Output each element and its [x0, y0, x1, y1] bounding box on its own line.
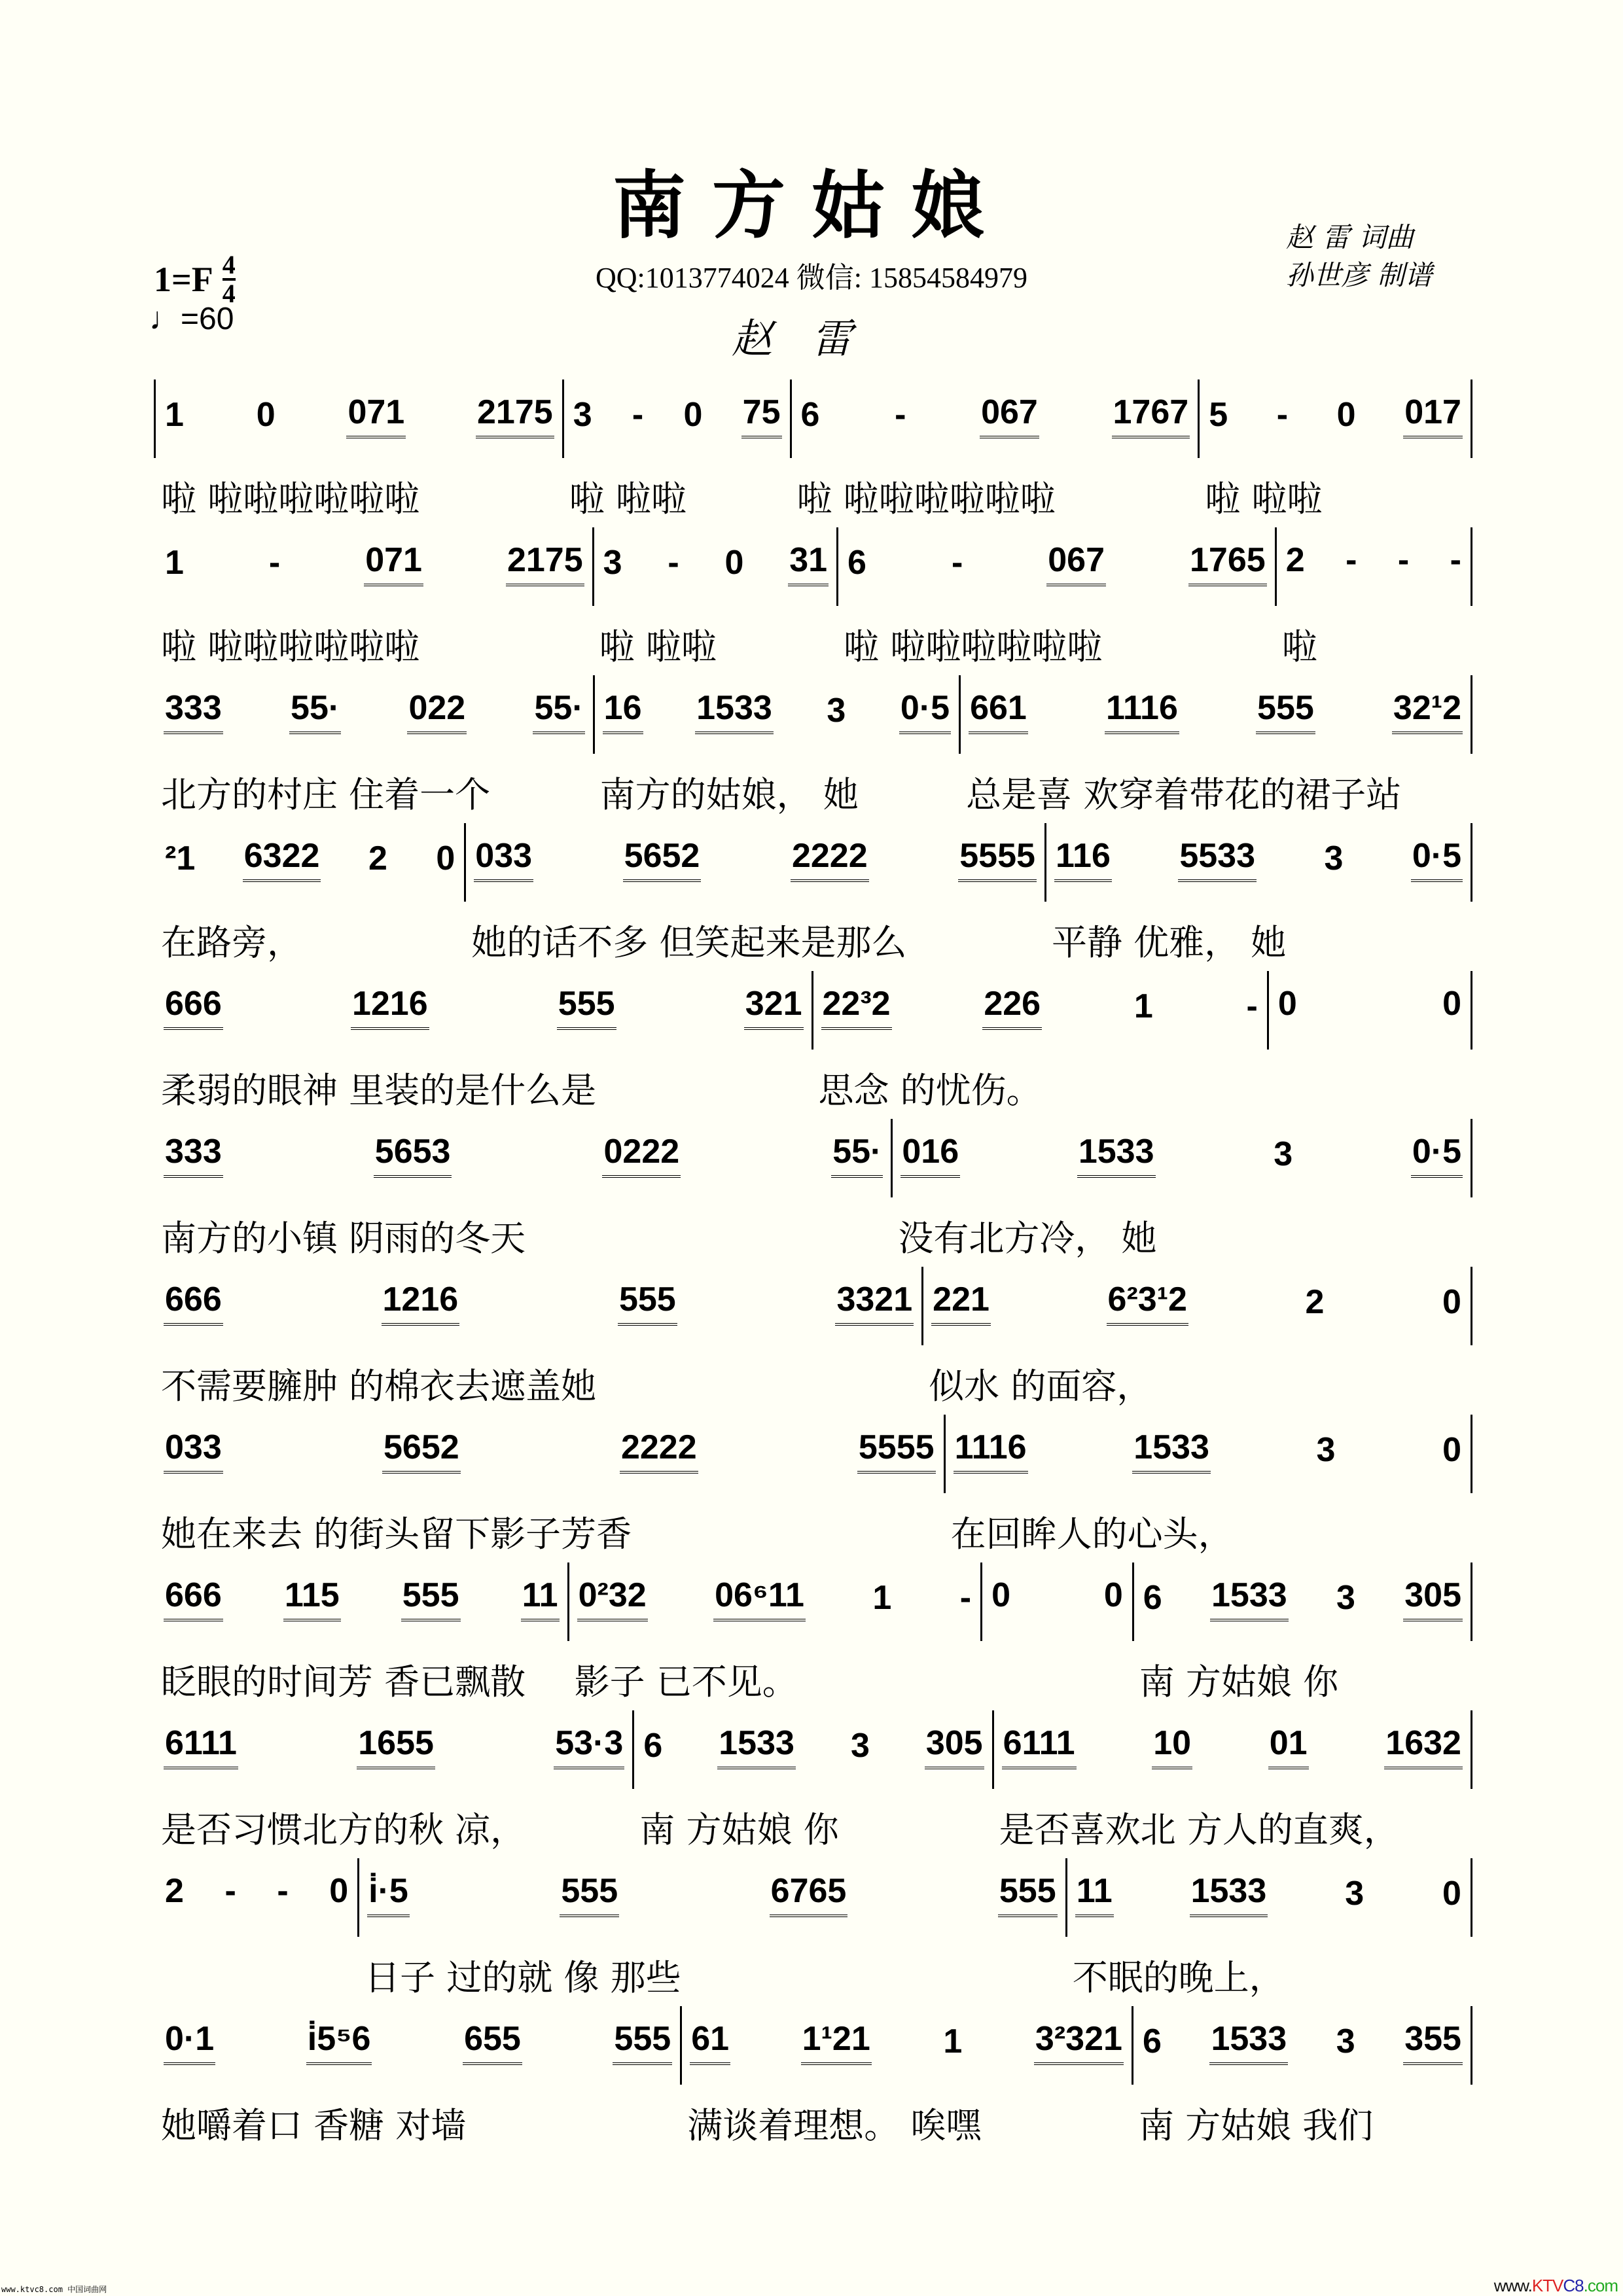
note-group: 0·5: [1411, 1132, 1463, 1178]
watermark-logo: www.KTVC8.com: [1493, 2276, 1618, 2295]
note-group: 067: [1046, 540, 1106, 586]
note-group: 10: [1152, 1723, 1192, 1769]
note-group: 6111: [164, 1723, 238, 1769]
note-group: 2222: [620, 1428, 698, 1474]
measure-lyrics: 是否喜欢北 方人的直爽，: [999, 1809, 1399, 1850]
measure: [593, 675, 959, 815]
note-group: 3: [1274, 1135, 1293, 1173]
note-group: 555: [618, 1280, 677, 1326]
measure: [592, 527, 836, 667]
measure-lyrics: 啦 啦啦: [599, 626, 717, 667]
score: [154, 366, 1472, 2146]
measure-lyrics: 南方的姑娘， 她: [599, 774, 859, 815]
measure-notes: [1075, 1871, 1463, 1917]
measure-notes: [602, 540, 829, 586]
song-title: 南方姑娘: [613, 163, 1010, 249]
note-group: 071: [364, 540, 423, 586]
measure: [1044, 823, 1472, 963]
measure-notes: [821, 984, 1259, 1030]
measure: [154, 675, 593, 815]
note-group: 226: [982, 984, 1042, 1030]
note-group: 666: [164, 1576, 223, 1621]
note-group: 555: [613, 2019, 672, 2065]
note-group: 1: [165, 396, 184, 434]
note-group: 1: [1133, 987, 1153, 1025]
note-group: 3: [1345, 1875, 1364, 1913]
note-group: 5652: [623, 836, 702, 882]
note-group: 305: [925, 1723, 984, 1769]
note-group: 2: [1305, 1283, 1325, 1321]
note-group: 1655: [357, 1723, 435, 1769]
note-group: 0: [1336, 396, 1356, 434]
transcriber-credit: 孙世彦 制谱: [1286, 259, 1433, 291]
note-group: 0: [436, 839, 455, 877]
note-group: 1533: [695, 688, 774, 734]
note-group: 1533: [1077, 1132, 1156, 1178]
score-row: [154, 958, 1472, 1111]
measure-lyrics: 在路旁，: [161, 922, 302, 963]
note-group: 3: [573, 396, 592, 434]
measure-notes: [164, 393, 554, 438]
measure-notes: [164, 1132, 883, 1178]
note-group: 333: [164, 1132, 223, 1178]
note-group: 1116: [1105, 688, 1179, 734]
note-group: -: [224, 1872, 236, 1910]
measure: [812, 971, 1267, 1111]
key-label: 1=F: [154, 260, 213, 299]
score-row: [154, 662, 1472, 815]
note-group: -: [895, 396, 906, 434]
note-group: 2222: [791, 836, 869, 882]
note-group: 3: [1324, 839, 1344, 877]
note-group: 1: [165, 544, 184, 582]
note-group: 1: [872, 1579, 892, 1617]
measure-notes: [846, 540, 1267, 586]
note-group: 6: [643, 1727, 663, 1765]
note-group: 2: [165, 1872, 184, 1910]
measure-notes: [164, 836, 456, 882]
measure-notes: [969, 688, 1463, 734]
measure-notes: [164, 540, 584, 586]
note-group: i̇5⁵6: [306, 2019, 372, 2065]
measure-lyrics: 平静 优雅， 她: [1051, 922, 1287, 963]
measure-lyrics: 南 方姑娘 你: [639, 1809, 839, 1850]
note-group: 5652: [382, 1428, 461, 1474]
note-group: -: [1276, 396, 1289, 434]
measure-notes: [603, 688, 951, 734]
note-group: 6: [1143, 1579, 1162, 1617]
note-group: 0: [256, 396, 276, 434]
measure-notes: [954, 1428, 1463, 1474]
note-group: -: [951, 544, 963, 582]
measure-lyrics: 啦: [1281, 626, 1317, 667]
measure: [154, 527, 592, 667]
note-group: 75: [741, 393, 782, 438]
note-group: 116: [1054, 836, 1112, 882]
note-group: 0: [1442, 985, 1461, 1023]
note-group: 16: [603, 688, 643, 734]
measure-notes: [642, 1723, 984, 1769]
note-group: 0: [683, 396, 703, 434]
note-group: 0: [1277, 985, 1297, 1023]
measure: [154, 1267, 921, 1407]
note-group: -: [959, 1579, 972, 1617]
tempo-marking: ♩=60: [149, 302, 234, 336]
measure-notes: [931, 1280, 1463, 1326]
note-group: 3: [1336, 1579, 1355, 1617]
score-row: [154, 1402, 1472, 1555]
measure-notes: [164, 1871, 349, 1915]
measure: [921, 1267, 1472, 1407]
footer-site: www.ktvc8.com 中国词曲网: [1, 2285, 107, 2294]
measure-notes: [572, 393, 782, 438]
note-group: 2: [1285, 541, 1305, 579]
note-group: 31: [788, 540, 829, 586]
measure-lyrics: 没有北方冷， 她: [898, 1218, 1157, 1259]
note-group: 0: [1442, 1875, 1461, 1913]
note-group: -: [268, 544, 281, 582]
note-group: 1216: [382, 1280, 460, 1326]
measure: [567, 1563, 981, 1703]
note-group: 555: [401, 1576, 461, 1621]
note-group: 6111: [1002, 1723, 1077, 1769]
measure-notes: [990, 1576, 1124, 1619]
measure: [154, 1563, 567, 1703]
contact-info: QQ:1013774024 微信: 15854584979: [596, 262, 1027, 294]
note-group: 0: [1442, 1283, 1461, 1321]
measure-notes: [1142, 1576, 1463, 1621]
score-row: [154, 514, 1472, 667]
note-group: 06⁶11: [713, 1576, 806, 1621]
note-group: 1767: [1112, 393, 1190, 438]
note-group: 01: [1268, 1723, 1309, 1769]
note-group: 017: [1403, 393, 1463, 438]
measure-notes: [1002, 1723, 1463, 1769]
note-group: 3: [1316, 1431, 1336, 1469]
note-group: 071: [346, 393, 406, 438]
measure-notes: [690, 2019, 1124, 2065]
measure: [959, 675, 1472, 815]
note-group: 3: [1336, 2022, 1355, 2060]
measure: [680, 2006, 1132, 2146]
measure-lyrics: 啦 啦啦: [1205, 478, 1323, 520]
measure-lyrics: 啦 啦啦啦啦啦啦: [161, 478, 420, 520]
note-group: -: [1346, 541, 1357, 579]
note-group: 22³2: [821, 984, 892, 1030]
measure-notes: [800, 393, 1190, 438]
note-group: 0222: [602, 1132, 681, 1178]
measure: [836, 527, 1275, 667]
note-group: 3321: [835, 1280, 914, 1326]
measure-notes: [1285, 540, 1463, 584]
note-group: 1533: [1132, 1428, 1211, 1474]
note-group: 6: [1142, 2022, 1162, 2060]
score-row: [154, 810, 1472, 963]
composer-credit: 赵 雷 词曲: [1286, 221, 1414, 253]
measure: [980, 1563, 1132, 1641]
note-group: 11: [1075, 1871, 1114, 1917]
note-group: 6²3¹2: [1107, 1280, 1188, 1326]
note-group: 53·3: [554, 1723, 624, 1769]
measure-lyrics: 不需要臃肿 的棉衣去遮盖她: [161, 1366, 597, 1407]
score-row: [154, 1697, 1472, 1850]
measure: [154, 823, 464, 963]
note-group: 5: [1209, 396, 1228, 434]
note-group: 55·: [831, 1132, 883, 1178]
time-top: 4: [222, 250, 236, 279]
note-group: 555: [557, 984, 616, 1030]
note-group: 0: [1103, 1576, 1123, 1614]
note-group: 6322: [243, 836, 321, 882]
score-row: [154, 366, 1472, 520]
note-group: 3: [850, 1727, 870, 1765]
measure-lyrics: 总是喜 欢穿着带花的裙子站: [966, 774, 1402, 815]
singer-name: 赵雷: [731, 315, 891, 362]
measure-notes: [164, 1280, 914, 1326]
note-group: 0·5: [1411, 836, 1463, 882]
note-group: 5533: [1178, 836, 1257, 882]
note-group: 555: [1256, 688, 1315, 734]
measure: [944, 1415, 1472, 1555]
note-group: 0: [991, 1576, 1011, 1614]
note-group: -: [1246, 987, 1258, 1025]
note-group: 666: [164, 984, 223, 1030]
note-group: 1533: [1210, 1576, 1289, 1621]
note-group: 661: [969, 688, 1028, 734]
note-group: 0·1: [164, 2019, 215, 2065]
measure: [357, 1858, 1065, 1998]
measure: [562, 380, 790, 520]
measure: [1267, 971, 1472, 1050]
measure: [154, 1710, 632, 1850]
score-row: [154, 1549, 1472, 1703]
measure-lyrics: 思念 的忧伤。: [818, 1070, 1042, 1111]
note-group: 221: [931, 1280, 991, 1326]
score-row: [154, 1845, 1472, 1998]
measure-notes: [474, 836, 1037, 882]
note-group: 022: [407, 688, 467, 734]
note-group: 55·: [289, 688, 341, 734]
note-group: 1632: [1384, 1723, 1463, 1769]
measure-lyrics: 柔弱的眼神 里装的是什么是: [161, 1070, 597, 1111]
note-group: 6: [800, 396, 820, 434]
measure-lyrics: 似水 的面容，: [929, 1366, 1152, 1407]
note-group: 1116: [954, 1428, 1028, 1474]
note-group: 61: [690, 2019, 730, 2065]
measure-lyrics: 眨眼的时间芳 香已飘散: [161, 1661, 526, 1703]
note-group: -: [668, 544, 679, 582]
note-group: 1765: [1188, 540, 1267, 586]
measure-notes: [1207, 393, 1463, 438]
measure-lyrics: 影子 已不见。: [574, 1661, 798, 1703]
measure: [1198, 380, 1472, 520]
measure-notes: [577, 1576, 973, 1621]
measure-lyrics: 啦 啦啦啦啦啦啦: [161, 626, 420, 667]
note-group: 0: [1442, 1431, 1461, 1469]
note-group: 3: [827, 692, 846, 730]
measure-lyrics: 是否习惯北方的秋 凉，: [161, 1809, 526, 1850]
measure: [1275, 527, 1472, 667]
measure: [1132, 1563, 1472, 1703]
note-group: 1533: [1209, 2019, 1288, 2065]
note-group: 2175: [506, 540, 584, 586]
note-group: 321: [744, 984, 804, 1030]
measure-lyrics: 她嚼着口 香糖 对墙: [161, 2105, 467, 2146]
measure: [1065, 1858, 1472, 1998]
note-group: 2175: [476, 393, 554, 438]
note-group: -: [1450, 541, 1461, 579]
note-group: 55·: [533, 688, 584, 734]
measure-lyrics: 日子 过的就 像 那些: [365, 1957, 681, 1998]
measure-notes: [164, 688, 585, 734]
note-group: i̇·5: [367, 1871, 410, 1917]
measure-notes: [1054, 836, 1463, 882]
measure-notes: [1277, 984, 1463, 1027]
measure-lyrics: 南方的小镇 阴雨的冬天: [161, 1218, 526, 1259]
note-group: 666: [164, 1280, 223, 1326]
measure-notes: [164, 1723, 624, 1769]
note-group: 555: [998, 1871, 1058, 1917]
note-group: -: [1397, 541, 1410, 579]
note-group: 32¹2: [1392, 688, 1463, 734]
note-group: 333: [164, 688, 223, 734]
note-group: 3: [603, 544, 622, 582]
measure-lyrics: 啦 啦啦啦啦啦啦: [844, 626, 1103, 667]
measure: [891, 1119, 1472, 1259]
measure-lyrics: 南 方姑娘 你: [1139, 1661, 1339, 1703]
measure: [154, 380, 562, 520]
note-group: 305: [1403, 1576, 1463, 1621]
measure-lyrics: 她在来去 的街头留下影子芳香: [161, 1513, 632, 1555]
measure-notes: [164, 984, 804, 1030]
note-group: 555: [560, 1871, 619, 1917]
measure-notes: [901, 1132, 1463, 1178]
measure-lyrics: 啦 啦啦: [569, 478, 687, 520]
measure-lyrics: 南 方姑娘 我们: [1138, 2105, 1374, 2146]
note-group: 1533: [1190, 1871, 1268, 1917]
note-group: 115: [283, 1576, 341, 1621]
measure-lyrics: 她的话不多 但笑起来是那么: [471, 922, 907, 963]
measure: [154, 1858, 357, 1937]
note-group: 5653: [374, 1132, 452, 1178]
measure-notes: [164, 1428, 936, 1474]
measure: [790, 380, 1198, 520]
note-group: 016: [901, 1132, 960, 1178]
score-row: [154, 1254, 1472, 1407]
measure-lyrics: 北方的村庄 住着一个: [161, 774, 491, 815]
note-group: 1: [943, 2022, 963, 2060]
note-group: 033: [474, 836, 533, 882]
note-group: 0²32: [577, 1576, 648, 1621]
note-group: 0·5: [899, 688, 951, 734]
note-group: 5555: [857, 1428, 936, 1474]
note-group: 11: [521, 1576, 560, 1621]
measure: [154, 2006, 680, 2146]
note-group: 1¹21: [801, 2019, 872, 2065]
measure-lyrics: 满谈着理想。 唉嘿: [687, 2105, 982, 2146]
score-row: [154, 1106, 1472, 1259]
score-row: [154, 1993, 1472, 2146]
note-group: 0: [724, 544, 744, 582]
measure: [1132, 2006, 1472, 2146]
measure: [464, 823, 1044, 963]
measure-notes: [164, 2019, 672, 2065]
note-group: 0: [329, 1872, 349, 1910]
note-group: 2: [368, 839, 387, 877]
note-group: 033: [164, 1428, 223, 1474]
measure-lyrics: 不眠的晚上，: [1072, 1957, 1285, 1998]
measure: [154, 1119, 891, 1259]
note-group: 655: [463, 2019, 522, 2065]
note-group: 6: [847, 544, 866, 582]
measure-notes: [367, 1871, 1058, 1917]
measure-lyrics: 在回眸人的心头，: [950, 1513, 1234, 1555]
measure: [154, 1415, 944, 1555]
note-group: 1533: [717, 1723, 796, 1769]
note-group: -: [632, 396, 644, 434]
note-group: 067: [980, 393, 1039, 438]
note-group: 3²321: [1034, 2019, 1124, 2065]
note-group: ²1: [165, 839, 196, 877]
measure: [992, 1710, 1472, 1850]
note-group: 355: [1403, 2019, 1463, 2065]
note-group: -: [277, 1872, 289, 1910]
note-group: 6765: [770, 1871, 848, 1917]
measure: [632, 1710, 991, 1850]
measure: [154, 971, 812, 1111]
measure-lyrics: 啦 啦啦啦啦啦啦: [796, 478, 1056, 520]
time-bottom: 4: [222, 279, 236, 308]
measure-notes: [1141, 2019, 1463, 2065]
note-group: 5555: [958, 836, 1037, 882]
note-group: 1216: [351, 984, 429, 1030]
measure-notes: [164, 1576, 560, 1621]
